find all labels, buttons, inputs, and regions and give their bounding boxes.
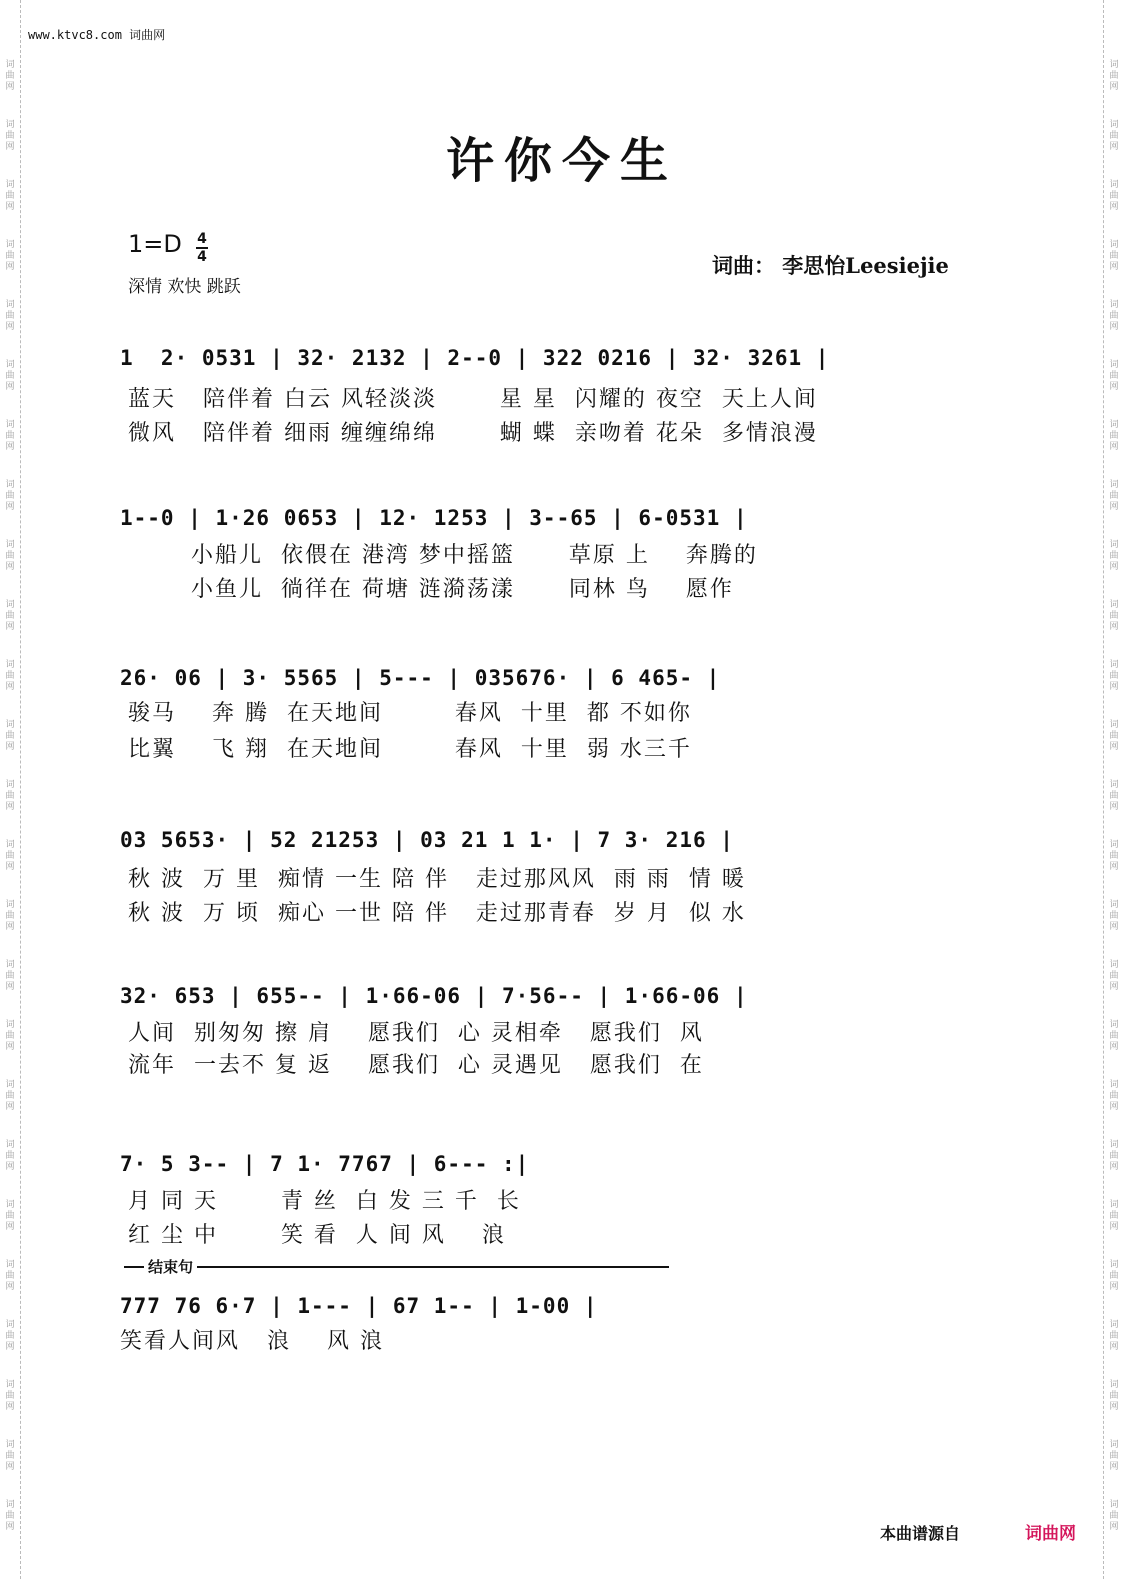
- watermark-glyphs: 词 曲 网: [5, 480, 15, 512]
- watermark-glyphs: 词 曲 网: [1109, 1020, 1119, 1052]
- right-watermark-strip: [1103, 0, 1124, 1579]
- lyrics-line-1-verse-1: 蓝天 陪伴着 白云 风轻淡淡 星 星 闪耀的 夜空 天上人间: [128, 387, 818, 412]
- footer-source-text: 本曲谱源自: [880, 1524, 961, 1543]
- watermark-glyphs: 词 曲 网: [1109, 1140, 1119, 1172]
- time-signature-bottom: 4: [197, 249, 207, 265]
- watermark-glyphs: 词 曲 网: [5, 720, 15, 752]
- left-watermark-strip: [0, 0, 21, 1579]
- tempo-marking: 深情 欢快 跳跃: [128, 277, 241, 297]
- watermark-glyphs: 词 曲 网: [1109, 60, 1119, 92]
- time-signature-top: 4: [197, 231, 207, 247]
- watermark-glyphs: 词 曲 网: [1109, 1260, 1119, 1292]
- watermark-glyphs: 词 曲 网: [5, 1440, 15, 1472]
- composer-credits: 词曲： 李思怡Leesiejie: [712, 253, 949, 278]
- notes-ending: 777 76 6·7 | 1--- | 67 1-- | 1-00 |: [120, 1294, 598, 1318]
- watermark-glyphs: 词 曲 网: [5, 420, 15, 452]
- site-url: www.ktvc8.com 词曲网: [28, 28, 166, 42]
- watermark-glyphs: 词 曲 网: [1109, 480, 1119, 512]
- watermark-glyphs: 词 曲 网: [1109, 1200, 1119, 1232]
- watermark-glyphs: 词 曲 网: [1109, 1320, 1119, 1352]
- lyrics-line-4-verse-2: 秋 波 万 顷 痴心 一世 陪 伴 走过那青春 岁 月 似 水: [128, 901, 746, 926]
- watermark-glyphs: 词 曲 网: [1109, 1500, 1119, 1532]
- watermark-glyphs: 词 曲 网: [1109, 240, 1119, 272]
- lyrics-line-5-verse-2: 流年 一去不 复 返 愿我们 心 灵遇见 愿我们 在: [128, 1053, 704, 1078]
- lyrics-line-2-verse-2: 小鱼儿 徜徉在 荷塘 涟漪荡漾 同林 鸟 愿作: [128, 577, 734, 602]
- notes-line-5: 32· 653 | 655-- | 1·66-06 | 7·56-- | 1·66-06 |: [120, 984, 748, 1008]
- watermark-glyphs: 词 曲 网: [5, 360, 15, 392]
- watermark-glyphs: 词 曲 网: [5, 1140, 15, 1172]
- notes-line-4: 03 5653· | 52 21253 | 03 21 1 1· | 7 3· 216 |: [120, 828, 734, 852]
- lyrics-line-6-verse-1: 月 同 天 青 丝 白 发 三 千 长: [128, 1189, 521, 1214]
- watermark-glyphs: 词 曲 网: [1109, 960, 1119, 992]
- watermark-glyphs: 词 曲 网: [5, 540, 15, 572]
- ending-label: 结束句: [144, 1256, 197, 1277]
- lyrics-line-6-verse-2: 红 尘 中 笑 看 人 间 风 浪: [128, 1223, 506, 1248]
- lyrics-line-3-verse-1: 骏马 奔 腾 在天地间 春风 十里 都 不如你: [128, 701, 692, 726]
- watermark-glyphs: 词 曲 网: [5, 240, 15, 272]
- watermark-glyphs: 词 曲 网: [5, 780, 15, 812]
- watermark-glyphs: 词 曲 网: [1109, 780, 1119, 812]
- watermark-glyphs: 词 曲 网: [1109, 180, 1119, 212]
- watermark-glyphs: 词 曲 网: [1109, 840, 1119, 872]
- watermark-glyphs: 词 曲 网: [1109, 720, 1119, 752]
- watermark-glyphs: 词 曲 网: [5, 300, 15, 332]
- notes-line-3: 26· 06 | 3· 5565 | 5--- | 035676· | 6 465- |: [120, 666, 721, 690]
- watermark-glyphs: 词 曲 网: [5, 1020, 15, 1052]
- watermark-glyphs: 词 曲 网: [5, 840, 15, 872]
- watermark-glyphs: 词 曲 网: [5, 900, 15, 932]
- lyrics-line-5-verse-1: 人间 别匆匆 擦 肩 愿我们 心 灵相牵 愿我们 风: [128, 1021, 704, 1046]
- watermark-glyphs: 词 曲 网: [1109, 1440, 1119, 1472]
- watermark-glyphs: 词 曲 网: [1109, 600, 1119, 632]
- notes-line-6: 7· 5 3-- | 7 1· 7767 | 6--- :|: [120, 1152, 530, 1176]
- watermark-glyphs: 词 曲 网: [1109, 900, 1119, 932]
- lyrics-line-2-verse-1: 小船儿 依偎在 港湾 梦中摇篮 草原 上 奔腾的: [128, 543, 758, 568]
- watermark-glyphs: 词 曲 网: [5, 1080, 15, 1112]
- watermark-glyphs: 词 曲 网: [5, 1200, 15, 1232]
- watermark-glyphs: 词 曲 网: [1109, 540, 1119, 572]
- watermark-glyphs: 词 曲 网: [1109, 360, 1119, 392]
- watermark-glyphs: 词 曲 网: [1109, 120, 1119, 152]
- watermark-glyphs: 词 曲 网: [5, 1380, 15, 1412]
- watermark-glyphs: 词 曲 网: [5, 600, 15, 632]
- watermark-glyphs: 词 曲 网: [5, 1320, 15, 1352]
- watermark-glyphs: 词 曲 网: [5, 60, 15, 92]
- watermark-glyphs: 词 曲 网: [5, 660, 15, 692]
- lyrics-line-4-verse-1: 秋 波 万 里 痴情 一生 陪 伴 走过那风风 雨 雨 情 暖: [128, 867, 746, 892]
- page-title: 许你今生: [445, 133, 678, 189]
- lyrics-ending: 笑看人间风 浪 风 浪: [120, 1329, 384, 1354]
- watermark-glyphs: 词 曲 网: [5, 1260, 15, 1292]
- watermark-glyphs: 词 曲 网: [5, 180, 15, 212]
- watermark-glyphs: 词 曲 网: [1109, 1080, 1119, 1112]
- watermark-glyphs: 词 曲 网: [5, 960, 15, 992]
- watermark-glyphs: 词 曲 网: [1109, 1380, 1119, 1412]
- watermark-glyphs: 词 曲 网: [5, 120, 15, 152]
- watermark-glyphs: 词 曲 网: [5, 1500, 15, 1532]
- notes-line-1: 1 2· 0531 | 32· 2132 | 2--0 | 322 0216 | 32· 3261 |: [120, 346, 830, 370]
- footer-logo[interactable]: 词曲网: [1025, 1524, 1076, 1544]
- ending-bracket: [124, 1258, 669, 1284]
- time-signature: [196, 232, 208, 264]
- watermark-glyphs: 词 曲 网: [1109, 300, 1119, 332]
- notes-line-2: 1--0 | 1·26 0653 | 12· 1253 | 3--65 | 6-0531 |: [120, 506, 748, 530]
- key-signature: 1=D: [128, 230, 182, 258]
- watermark-glyphs: 词 曲 网: [1109, 660, 1119, 692]
- watermark-glyphs: 词 曲 网: [1109, 420, 1119, 452]
- lyrics-line-3-verse-2: 比翼 飞 翔 在天地间 春风 十里 弱 水三千: [128, 737, 692, 762]
- lyrics-line-1-verse-2: 微风 陪伴着 细雨 缠缠绵绵 蝴 蝶 亲吻着 花朵 多情浪漫: [128, 421, 818, 446]
